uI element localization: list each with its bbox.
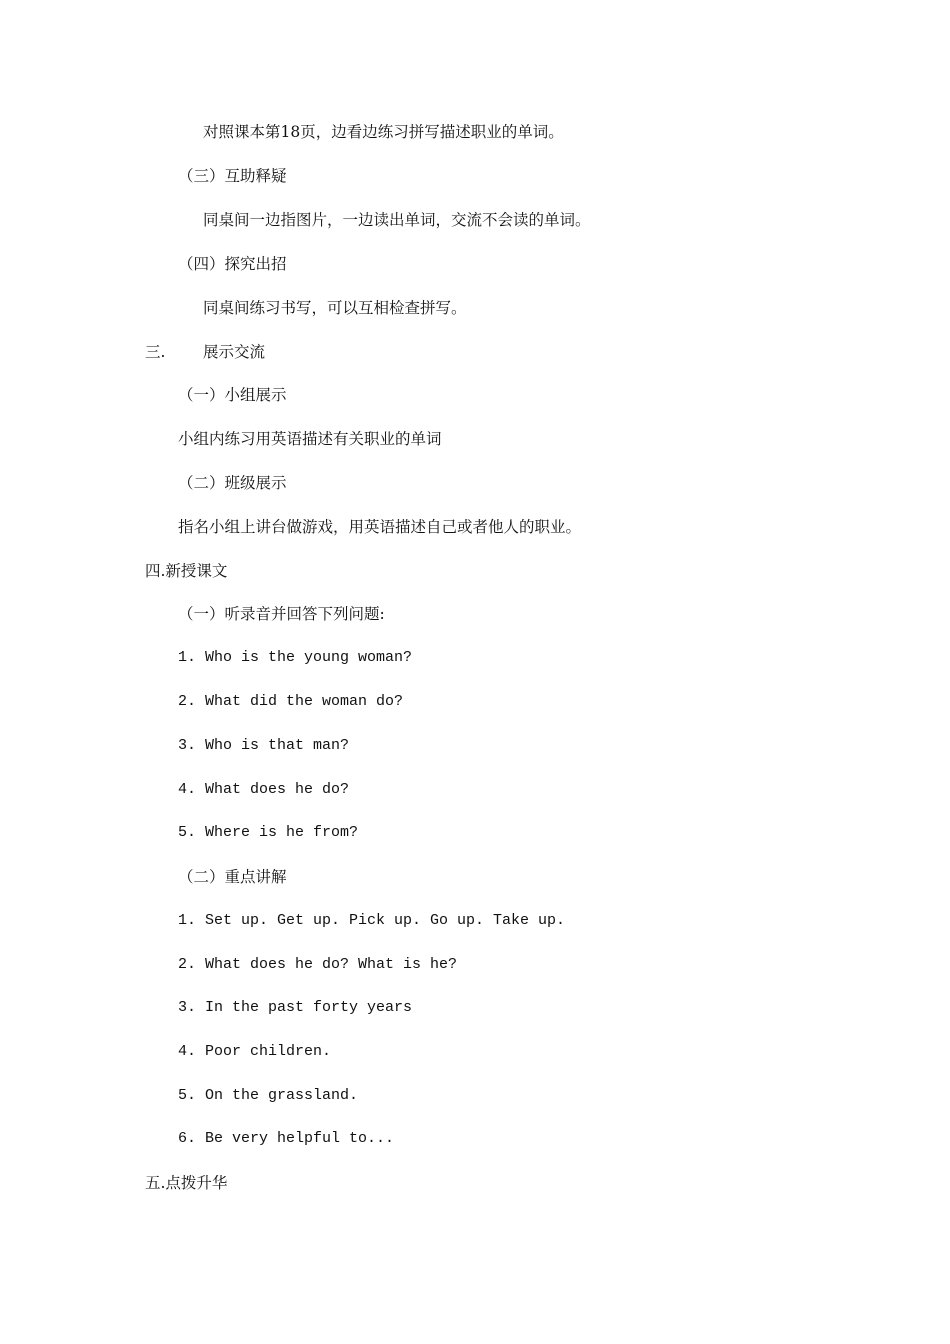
section-number-3: 三. (145, 343, 166, 361)
paragraph-group-practice: 小组内练习用英语描述有关职业的单词 (178, 430, 442, 448)
question-item: 4. What does he do? (178, 781, 350, 798)
question-item: 5. Where is he from? (178, 824, 359, 841)
key-point-item: 4. Poor children. (178, 1043, 332, 1060)
key-point-item: 6. Be very helpful to... (178, 1130, 395, 1147)
key-point-item: 3. In the past forty years (178, 999, 413, 1016)
section-title-5: 五.点拨升华 (145, 1174, 228, 1192)
paragraph-textbook-practice: 对照课本第18页，边看边练习拼写描述职业的单词。 (203, 123, 564, 141)
question-item: 2. What did the woman do? (178, 693, 404, 710)
subheading-class-show: （二）班级展示 (178, 474, 287, 492)
paragraph-game: 指名小组上讲台做游戏，用英语描述自己或者他人的职业。 (178, 518, 582, 536)
subheading-mutual-help: （三）互助释疑 (178, 167, 287, 185)
section-title-4: 四.新授课文 (145, 562, 228, 580)
question-item: 3. Who is that man? (178, 737, 350, 754)
paragraph-desk-partner-reading: 同桌间一边指图片，一边读出单词，交流不会读的单词。 (203, 211, 591, 229)
key-point-item: 5. On the grassland. (178, 1087, 359, 1104)
subheading-group-show: （一）小组展示 (178, 386, 287, 404)
key-point-item: 2. What does he do? What is he? (178, 956, 458, 973)
question-item: 1. Who is the young woman? (178, 649, 413, 666)
subheading-listen-answer: （一）听录音并回答下列问题: (178, 605, 385, 623)
subheading-key-points: （二）重点讲解 (178, 868, 287, 886)
paragraph-desk-partner-writing: 同桌间练习书写，可以互相检查拼写。 (203, 299, 467, 317)
key-point-item: 1. Set up. Get up. Pick up. Go up. Take up. (178, 912, 566, 929)
section-title-3: 展示交流 (203, 343, 266, 361)
subheading-explore: （四）探究出招 (178, 255, 287, 273)
